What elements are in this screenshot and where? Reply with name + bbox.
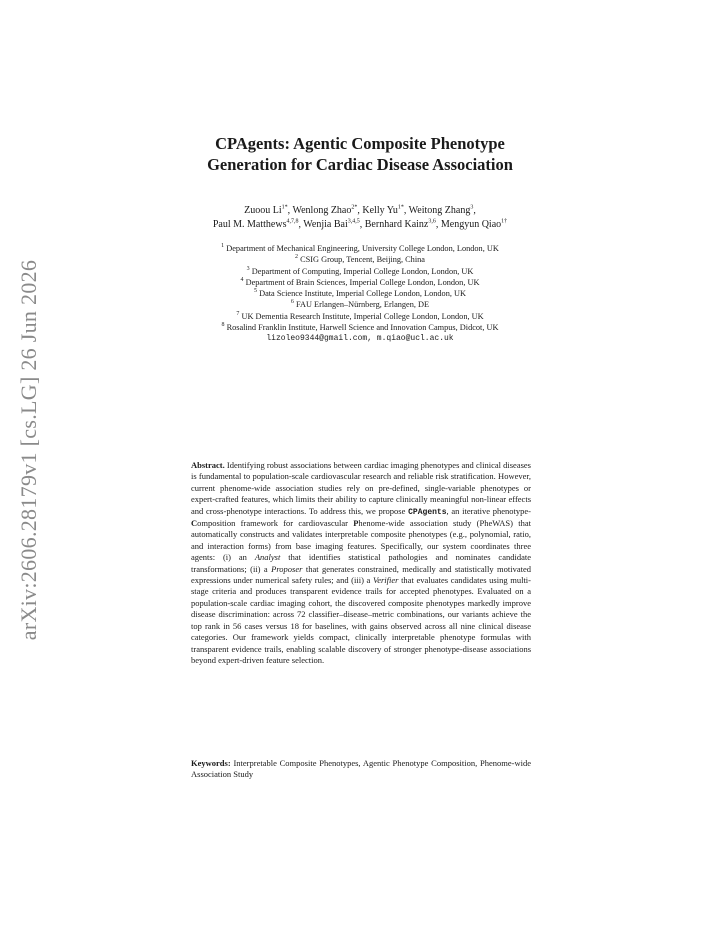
agent-analyst: Analyst xyxy=(254,552,281,563)
author-separator: , xyxy=(473,205,476,216)
affiliation-text: Department of Mechanical Engineering, University College London, London, UK xyxy=(226,244,499,253)
acronym-letter: C xyxy=(191,518,198,529)
agent-verifier: Verifier xyxy=(372,575,399,586)
title-line-2: Generation for Cardiac Disease Association xyxy=(207,155,513,174)
affiliation-item xyxy=(0,311,720,322)
cpagents-name: CPAgents xyxy=(408,507,447,517)
agent-proposer: Proposer xyxy=(271,563,303,574)
affiliation-item xyxy=(0,299,720,310)
author-marks: 1* xyxy=(281,204,288,211)
author-marks: 1† xyxy=(501,218,508,225)
affiliation-item xyxy=(0,266,720,277)
abstract-text: henome-wide association study (PheWAS) that automatically constructs and validates interpretable composite phenotypes (e.g., polynomial, ratio, and interaction forms) from base imaging features. Specifically, our system coordinates three agents: (i) an xyxy=(191,518,531,563)
affiliation-item xyxy=(0,277,720,288)
author-separator: , xyxy=(298,219,304,230)
affiliation-item xyxy=(0,243,720,254)
author-name: Zuoou Li xyxy=(244,205,282,216)
keywords-text: Interpretable Composite Phenotypes, Agentic Phenotype Composition, Phenome-wide Association Study xyxy=(191,758,531,780)
affiliation-text: Rosalind Franklin Institute, Harwell Science and Innovation Campus, Didcot, UK xyxy=(226,323,499,333)
title-line-1: CPAgents: Agentic Composite Phenotype xyxy=(215,134,505,153)
affiliation-number: 8 xyxy=(221,322,225,329)
author-name: Mengyun Qiao xyxy=(440,219,502,230)
acronym-letter: P xyxy=(353,518,359,529)
author-marks: 2* xyxy=(351,204,358,211)
affiliation-text: UK Dementia Research Institute, Imperial College London, London, UK xyxy=(241,311,484,321)
affiliation-text: Department of Brain Sciences, Imperial College London, London, UK xyxy=(245,277,480,287)
author-separator: , xyxy=(357,205,363,216)
author-name: Wenlong Zhao xyxy=(292,205,352,216)
author-line-1 xyxy=(0,204,720,218)
abstract-text: that identifies statistical pathologies and nominates candidate transformations; (ii) a xyxy=(191,552,531,574)
affiliation-text: FAU Erlangen–Nürnberg, Erlangen, DE xyxy=(295,300,430,310)
contact-emails: lizoleo9344@gmail.com, m.qiao@ucl.ac.uk xyxy=(266,334,454,344)
arxiv-id-label: arXiv:2606.28179v1 [cs.LG] 26 Jun 2026 xyxy=(16,259,41,641)
author-name: Wenjia Bai xyxy=(303,219,348,230)
affiliation-number: 1 xyxy=(221,243,225,250)
abstract xyxy=(191,460,531,666)
affiliation-item xyxy=(0,322,720,333)
author-separator: , xyxy=(435,219,441,230)
affiliation-number: 5 xyxy=(254,288,257,295)
affiliation-item xyxy=(0,254,720,265)
paper-title xyxy=(0,133,720,175)
author-separator: , xyxy=(287,205,293,216)
affiliation-text: Data Science Institute, Imperial College London, London, UK xyxy=(259,289,466,299)
author-name: Kelly Yu xyxy=(362,205,398,216)
author-marks: 3,4,5 xyxy=(347,218,360,225)
affiliation-text: Department of Computing, Imperial College London, London, UK xyxy=(251,266,474,276)
affiliation-number: 2 xyxy=(295,254,299,261)
keywords-label: Keywords: xyxy=(191,758,231,768)
abstract-label: Abstract. xyxy=(191,460,225,470)
author-name: Weitong Zhang xyxy=(408,205,471,216)
abstract-text: Identifying robust associations between cardiac imaging phenotypes and clinical diseases is fundamental to population-scale cardiovascular research and reliable risk stratification. However, current phenome-wide association studies rely on pre-defined, single-variable phenotypes or expert-crafted features, which limits their ability to capture clinically meaningful non-linear effects and cross-phenotype interactions. To address this, we propose xyxy=(191,460,531,516)
author-marks: 3,6 xyxy=(428,218,436,225)
abstract-text: that generates constrained, medically and statistically motivated expressions under numerical safety rules; and (iii) a xyxy=(191,563,531,586)
author-marks: 4,7,8 xyxy=(286,218,299,225)
author-marks: 3 xyxy=(470,204,474,211)
affiliation-list xyxy=(0,243,720,345)
keywords xyxy=(191,758,531,781)
affiliation-text: CSIG Group, Tencent, Beijing, China xyxy=(300,255,425,265)
author-list xyxy=(0,204,720,232)
affiliation-number: 6 xyxy=(290,299,294,306)
author-line-2 xyxy=(0,218,720,232)
affiliation-number: 4 xyxy=(240,277,244,284)
author-name: Bernhard Kainz xyxy=(364,219,429,230)
affiliation-number: 7 xyxy=(236,311,240,318)
abstract-text: , an iterative phenotype- xyxy=(446,505,531,516)
affiliation-item xyxy=(0,288,720,299)
author-name: Paul M. Matthews xyxy=(212,219,287,230)
abstract-text: omposition framework for cardiovascular xyxy=(197,518,354,529)
author-separator: , xyxy=(359,219,365,230)
author-marks: 1* xyxy=(397,204,404,211)
affiliation-number: 3 xyxy=(246,265,250,272)
abstract-text: that evaluates candidates using multi-stage criteria and produces transparent evidence trails for accepted phenotypes. Evaluated on a population-scale cardiac imaging cohort, the discovered composite phenotypes markedly improve disease discrimination: across 72 classifier–disease–metric combinations, our variants achieve the top rank in 56 cases versus 18 for baselines, with gains observed across all nine clinical disease categories. Our framework yields compact, clinically interpretable phenotype formulas with transparent evidence trails, enabling scalable discovery of stronger phenotype-disease associations beyond expert-driven feature selection. xyxy=(191,575,532,665)
author-separator: , xyxy=(403,205,409,216)
